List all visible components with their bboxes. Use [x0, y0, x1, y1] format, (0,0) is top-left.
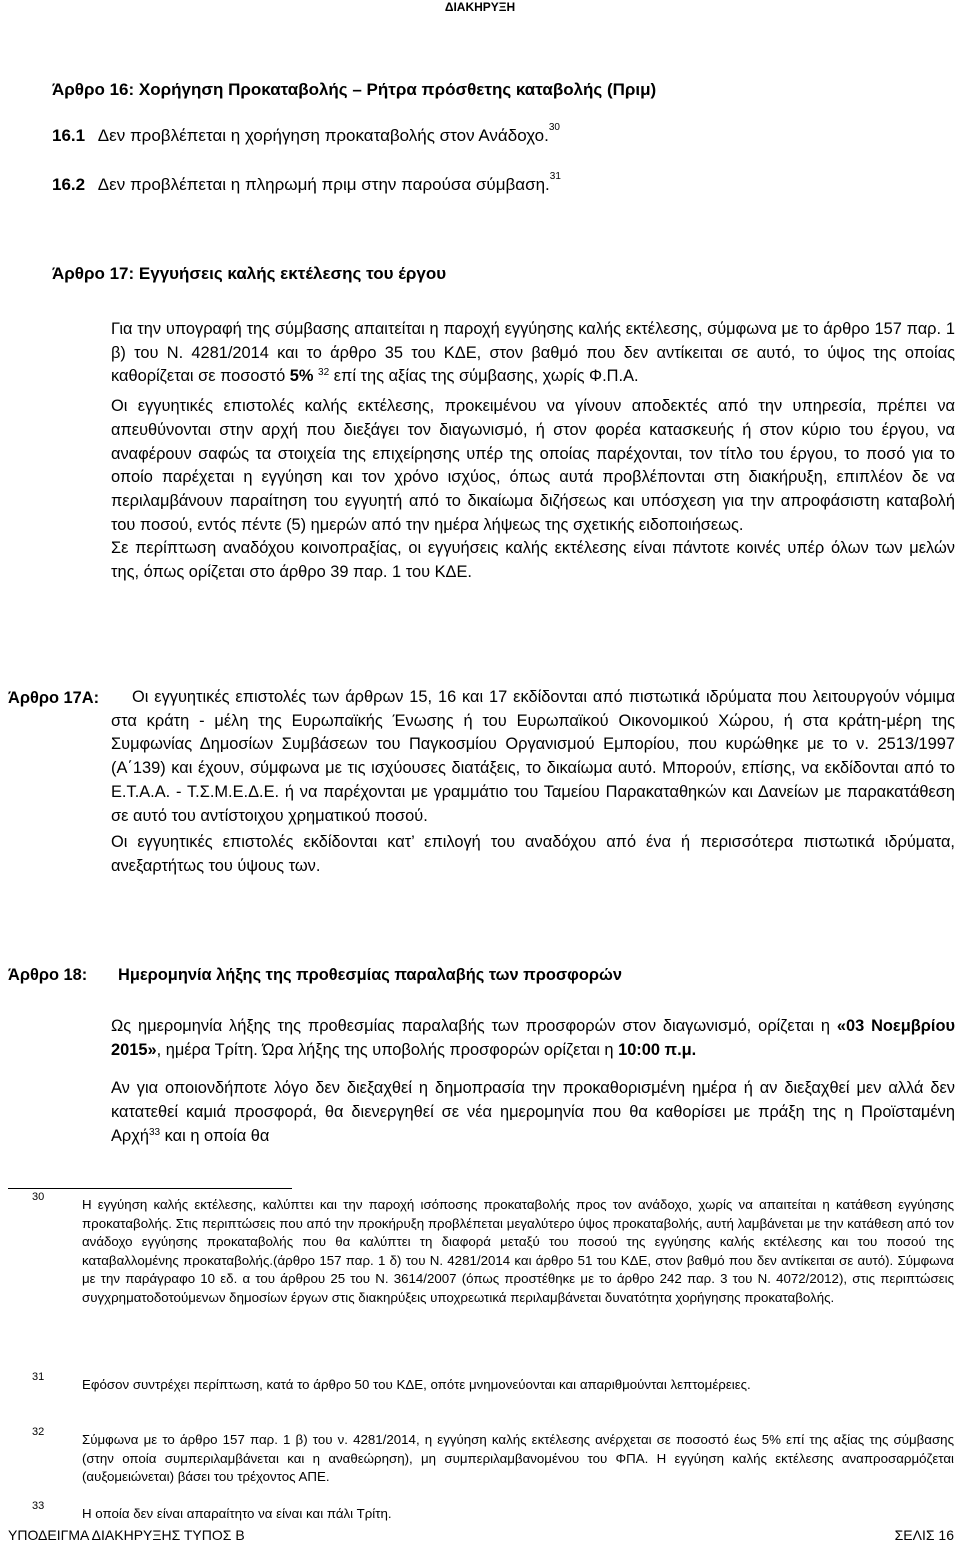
footnote-ref-31[interactable]: 31 [549, 171, 561, 182]
item-16-1-text: Δεν προβλέπεται η χορήγηση προκαταβολής στον Ανάδοχο. [97, 126, 549, 145]
article-17a-body [111, 686, 955, 879]
article-18-label: Άρθρο 18: [8, 966, 88, 984]
article-17a-paragraph-1: Οι εγγυητικές επιστολές των άρθρων 15, 16 και 17 εκδίδονται από πιστωτικά ιδρύματα που λειτουργούν νόμιμα στα κράτη - μέλη της Ευρωπαϊκής Ένωσης ή του Ευρωπαϊκού Οικονομικού Χώρου, ή στα κράτη-μέρη της Συμφωνίας Δημοσίων Συμβάσεων του Παγκοσμίου Οργανισμού Εμπορίου, που κυρώθηκε με το ν. 2513/1997 (Α΄139) και έχουν, σύμφωνα με τις ισχύουσες διατάξεις, το δικαίωμα αυτό. Μπορούν, επίσης, να εκδίδονται από το Ε.Τ.Α.Α. - Τ.Σ.Μ.Ε.Δ.Ε. ή να παρέχονται με γραμμάτιο του Ταμείου Παρακαταθηκών και Δανείων με παρακατάθεση σε αυτό του αντίστοιχου χρηματικού ποσού. [111, 688, 955, 825]
article-17a-paragraph-2: Οι εγγυητικές επιστολές εκδίδονται κατ’ επιλογή του αναδόχου από ένα ή περισσότερα πιστωτικά ιδρύματα, ανεξαρτήτως του ύψους των. [111, 833, 955, 875]
footnote-number: 33 [32, 1500, 45, 1512]
footnote-33 [32, 1500, 954, 1524]
footnote-separator [8, 1188, 292, 1189]
footnote-text: Σύμφωνα με το άρθρο 157 παρ. 1 β) του ν. 4281/2014, η εγγύηση καλής εκτέλεσης ανέρχεται σε ποσοστό έως 5% επί της αξίας της σύμβασης (στην οποία συμπεριλαμβάνεται και η αναθεώρηση), μη συμπεριλαμβανομένου του ΦΠΑ. Η εγγύηση καλής εκτέλεσης αναπροσαρμόζεται (αυξομειώνεται) βάσει του τρέχοντος ΑΠΕ. [82, 1432, 954, 1485]
footnote-number: 31 [32, 1371, 45, 1383]
item-16-2 [52, 171, 561, 195]
page-header: ΔΙΑΚΗΡΥΞΗ [444, 0, 516, 14]
item-16-2-number: 16.2 [52, 175, 86, 194]
footnote-ref-30[interactable]: 30 [548, 122, 560, 133]
footnote-text: Η οποία δεν είναι απαραίτητο να είναι και πάλι Τρίτη. [82, 1506, 392, 1521]
article-17a-title: Άρθρο 17Α: [8, 689, 100, 707]
footer-document-type: ΥΠΟΔΕΙΓΜΑ ΔΙΑΚΗΡΥΞΗΣ ΤΥΠΟΣ Β [8, 1527, 245, 1543]
article-17-paragraph-3: Σε περίπτωση αναδόχου κοινοπραξίας, οι εγγυήσεις καλής εκτέλεσης είναι πάντοτε κοινές υπέρ όλων των μελών της, όπως ορίζεται στο άρθρο 39 παρ. 1 του ΚΔΕ. [111, 539, 955, 582]
article-18-body [111, 1015, 955, 1149]
article-18-title: Ημερομηνία λήξης της προθεσμίας παραλαβής των προσφορών [118, 966, 622, 984]
footnote-30 [32, 1191, 954, 1308]
article-18-paragraph-1: Ως ημερομηνία λήξης της προθεσμίας παραλαβής των προσφορών στον διαγωνισμό, ορίζεται η «03 Νοεμβρίου 2015», ημέρα Τρίτη. Ώρα λήξης της υποβολής προσφορών ορίζεται η 10:00 π.μ. [111, 1017, 955, 1059]
footnote-ref-32[interactable]: 32 [318, 367, 330, 379]
item-16-2-text: Δεν προβλέπεται η πληρωμή πριμ στην παρούσα σύμβαση. [97, 175, 550, 194]
footnote-text: Εφόσον συντρέχει περίπτωση, κατά το άρθρο 50 του ΚΔΕ, οπότε μνημονεύονται και απαριθμούνται λεπτομέρειες. [82, 1377, 751, 1392]
article-16-title: Άρθρο 16: Χορήγηση Προκαταβολής – Ρήτρα πρόσθετης καταβολής (Πριμ) [52, 80, 657, 99]
footnote-number: 32 [32, 1426, 45, 1438]
footnote-text: Η εγγύηση καλής εκτέλεσης, καλύπτει και την παροχή ισόποσης προκαταβολής προς τον ανάδοχο, χωρίς να απαιτείται η κατάθεση εγγύησης προκαταβολής. Στις περιπτώσεις που από την προκήρυξη προβλέπεται μεγαλύτερο ύψος προκαταβολής, αυτή λαμβάνεται με την κατάθεση από τον ανάδοχο εγγύησης προκαταβολής που θα καλύπτει τη διαφορά μεταξύ του ποσού της εγγύησης καλής εκτέλεσης και του ποσού της καταβαλλομένης προκαταβολής.(άρθρο 157 παρ. 1 δ) του Ν. 4281/2014 και άρθρο 51 του ΚΔΕ, στον βαθμό που δεν αντίκειται σε αυτό). Σύμφωνα με την παράγραφο 10 εδ. α του άρθρου 25 του Ν. 3614/2007 (όπως προστέθηκε με το άρθρο 242 παρ. 3 του Ν. 4072/2012), στις περιπτώσεις συγχρηματοδοτούμενων δημοσίων έργων στις διακηρύξεις υποχρεωτικά περιλαμβάνεται δυνατότητα χορήγησης προκαταβολής. [82, 1197, 954, 1305]
article-17-paragraph-2: Οι εγγυητικές επιστολές καλής εκτέλεσης, προκειμένου να γίνουν αποδεκτές από την υπηρεσία, πρέπει να απευθύνονται στην αρχή που διεξάγει τον διαγωνισμό, ή στον φορέα κατασκευής ή στον κύριο του έργου, να αναφέρουν σαφώς τα στοιχεία της επιχείρησης υπέρ της οποίας παρέχονται, τον τίτλο του έργου, το ποσό για το οποίο παρέχεται η εγγύηση και τον χρόνο ισχύος, όπως αυτά προβλέπονται στη διακήρυξη, επιπλέον δε να περιλαμβάνουν παραίτηση του εγγυητή από το δικαίωμα διζήσεως και υπόσχεση για την απροφάσιστη καταβολή του ποσού, εντός πέντε (5) ημερών από την ημέρα λήψεως της σχετικής ειδοποιήσεως. [111, 397, 955, 534]
item-16-1 [52, 122, 560, 146]
article-17-title: Άρθρο 17: Εγγυήσεις καλής εκτέλεσης του έργου [52, 264, 447, 283]
footnote-31 [32, 1371, 954, 1395]
item-16-1-number: 16.1 [52, 126, 86, 145]
article-17-body [111, 318, 955, 585]
article-17-paragraph-1: Για την υπογραφή της σύμβασης απαιτείται η παροχή εγγύησης καλής εκτέλεσης, σύμφωνα με το άρθρο 157 παρ. 1 β) του Ν. 4281/2014 και το άρθρο 35 του ΚΔΕ, στον βαθμό που δεν αντίκειται σε αυτό, το ύψος της οποίας καθορίζεται σε ποσοστό 5% $^{32}$ επί της αξίας της σύμβασης, χωρίς Φ.Π.Α. [111, 320, 955, 386]
footnote-ref-33[interactable]: 33 [148, 1126, 161, 1138]
footnote-32 [32, 1426, 954, 1487]
footnote-number: 30 [32, 1191, 45, 1203]
footer-page-number: ΣΕΛΙΣ 16 [894, 1527, 954, 1543]
article-18-paragraph-2: Αν για οποιονδήποτε λόγο δεν διεξαχθεί η δημοπρασία την προκαθορισμένη ημέρα ή αν διεξαχθεί μεν αλλά δεν κατατεθεί καμιά προσφορά, θα διενεργηθεί σε νέα ημερομηνία που θα καθορίσει με πράξη της η Προϊσταμένη Αρχή$^{33}$ και η οποία θα [111, 1079, 955, 1145]
